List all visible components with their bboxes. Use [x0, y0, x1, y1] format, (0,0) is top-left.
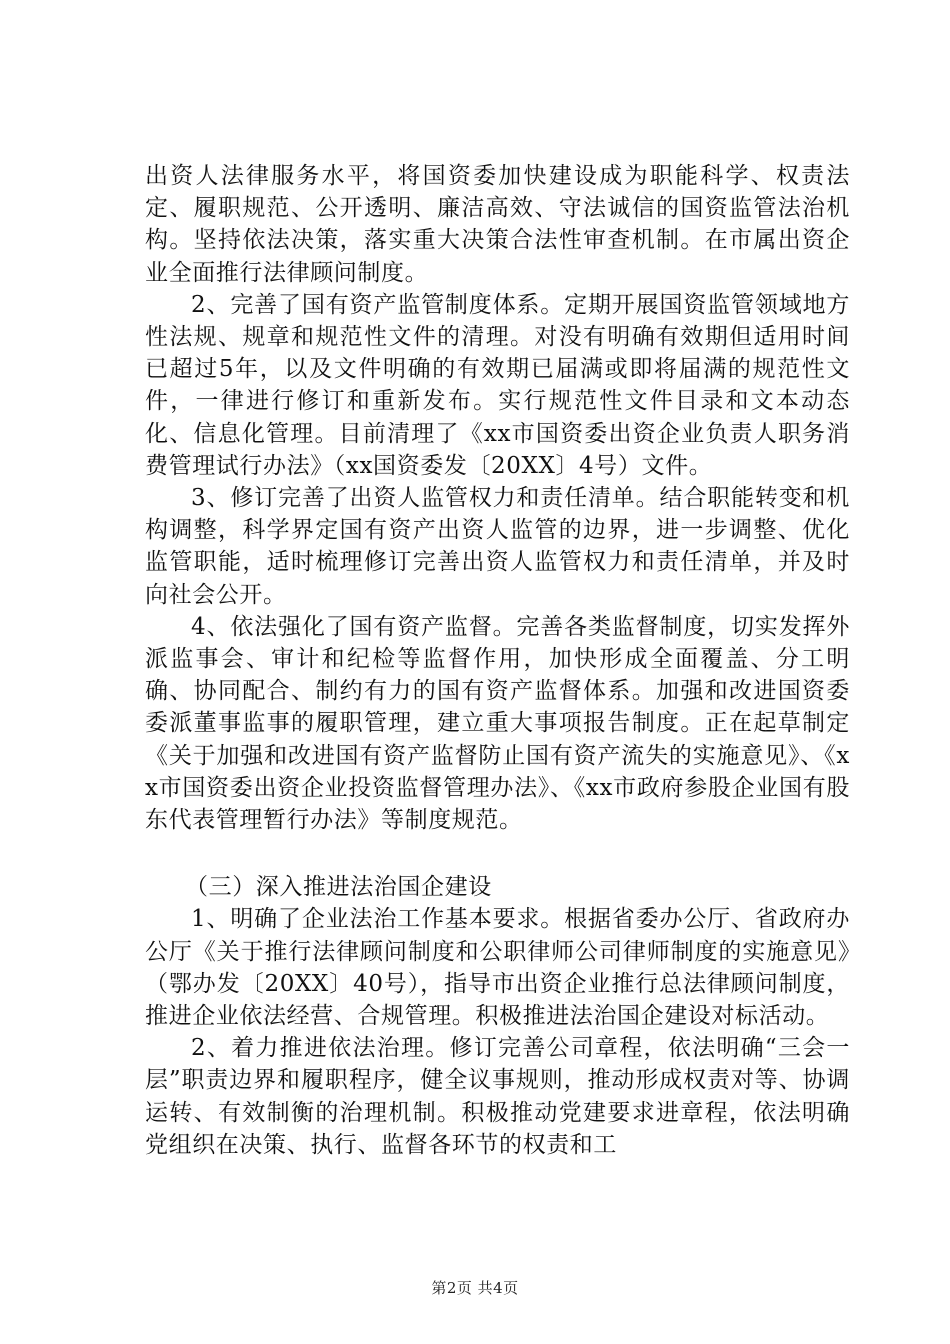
section-paragraph-item-2: 2、着力推进依法治理。修订完善公司章程，依法明确“三会一层”职责边界和履职程序，健全议事规则，推动形成权责对等、协调运转、有效制衡的治理机制。积极推动党建要求进章程，依法明确党组织在决策、执行、监督各环节的权责和工 — [145, 1035, 850, 1158]
document-body — [145, 160, 850, 1161]
section-heading: （三）深入推进法治国企建设 — [185, 874, 492, 901]
body-paragraph-item-4: 4、依法强化了国有资产监督。完善各类监督制度，切实发挥外派监事会、审计和纪检等监督作用，加快形成全面覆盖、分工明确、协同配合、制约有力的国有资产监督体系。加强和改进国资委委派董事监事的履职管理，建立重大事项报告制度。正在起草制定《关于加强和改进国有资产监督防止国有资产流失的实施意见》、《xx市国资委出资企业投资监督管理办法》、《xx市政府参股企业国有股东代表管理暂行办法》等制度规范。 — [145, 613, 850, 834]
body-paragraph-item-3: 3、修订完善了出资人监管权力和责任清单。结合职能转变和机构调整，科学界定国有资产出资人监管的边界，进一步调整、优化监管职能，适时梳理修订完善出资人监管权力和责任清单，并及时向社会公开。 — [145, 485, 850, 608]
body-paragraph-continued: 出资人法律服务水平，将国资委加快建设成为职能科学、权责法定、履职规范、公开透明、廉洁高效、守法诚信的国资监管法治机构。坚持依法决策，落实重大决策合法性审查机制。在市属出资企业全面推行法律顾问制度。 — [145, 163, 850, 286]
section-paragraph-item-1: 1、明确了企业法治工作基本要求。根据省委办公厅、省政府办公厅《关于推行法律顾问制度和公职律师公司律师制度的实施意见》（鄂办发〔20XX〕40号），指导市出资企业推行总法律顾问制度，推进企业依法经营、合规管理。积极推进法治国企建设对标活动。 — [145, 906, 850, 1030]
page-footer: 第2页 共4页 — [431, 1279, 519, 1297]
body-paragraph-item-2: 2、完善了国有资产监管制度体系。定期开展国资监管领域地方性法规、规章和规范性文件的清理。对没有明确有效期但适用时间已超过5年，以及文件明确的有效期已届满或即将届满的规范性文件，一律进行修订和重新发布。实行规范性文件目录和文本动态化、信息化管理。目前清理了《xx市国资委出资企业负责人职务消费管理试行办法》（xx国资委发〔20XX〕4号）文件。 — [145, 291, 850, 479]
